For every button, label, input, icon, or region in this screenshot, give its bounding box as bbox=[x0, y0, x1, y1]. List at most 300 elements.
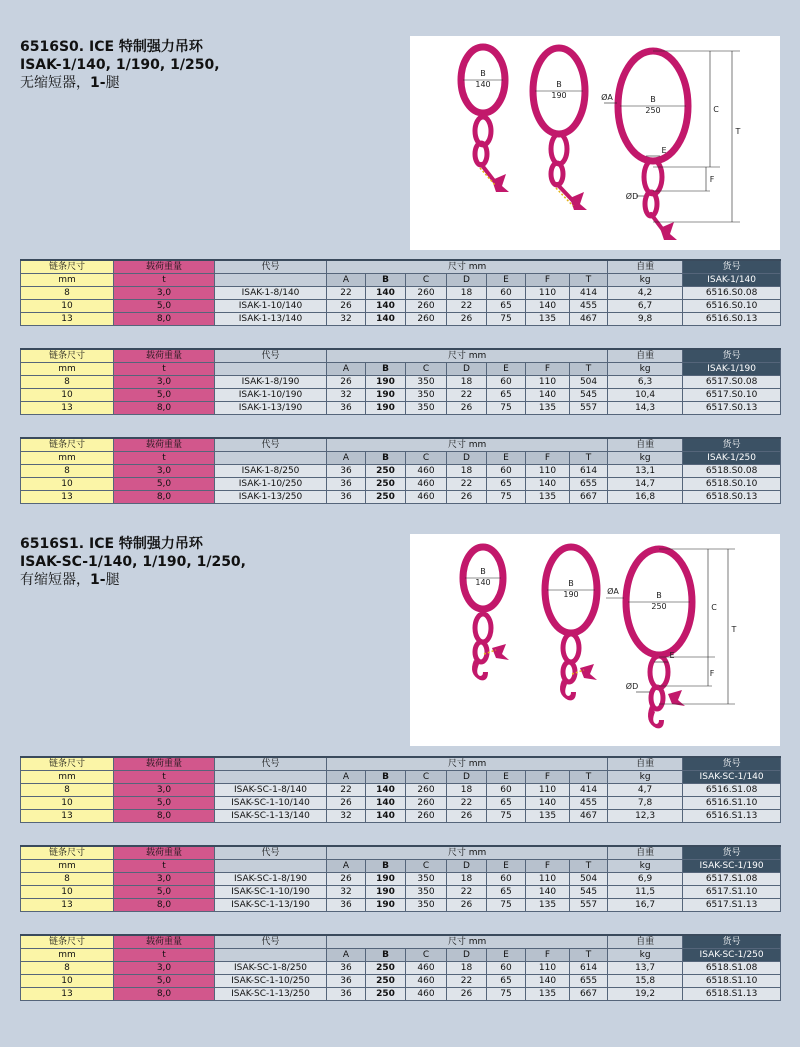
table-cell: 载荷重量 bbox=[114, 935, 215, 949]
table-cell: t bbox=[114, 771, 215, 784]
spec-table-isak-1-250 bbox=[20, 437, 781, 504]
table-cell: ISAK-SC-1-10/190 bbox=[215, 886, 327, 899]
table-cell: 135 bbox=[526, 491, 570, 504]
table-cell: F bbox=[526, 452, 570, 465]
table-cell: ISAK-SC-1-10/250 bbox=[215, 975, 327, 988]
table-cell: 6518.S0.08 bbox=[683, 465, 781, 478]
table-cell: ISAK-1-8/140 bbox=[215, 287, 327, 300]
table-cell: 自重 bbox=[608, 260, 683, 274]
table-row bbox=[21, 784, 781, 797]
table-cell: 26 bbox=[327, 873, 366, 886]
table-cell: ISAK-1-8/190 bbox=[215, 376, 327, 389]
svg-text:E: E bbox=[661, 146, 667, 155]
table-cell: 36 bbox=[327, 899, 366, 912]
table-cell: 自重 bbox=[608, 846, 683, 860]
table-cell bbox=[215, 949, 327, 962]
table-cell: 14,3 bbox=[608, 402, 683, 415]
table-cell: 代号 bbox=[215, 438, 327, 452]
table-cell: 8,0 bbox=[114, 899, 215, 912]
table-row bbox=[21, 899, 781, 912]
svg-text:T: T bbox=[735, 127, 741, 136]
table-cell: 36 bbox=[327, 402, 366, 415]
table-cell: 36 bbox=[327, 962, 366, 975]
table-cell: 190 bbox=[366, 389, 406, 402]
table-cell: 26 bbox=[447, 491, 487, 504]
table-cell: ISAK-SC-1-13/140 bbox=[215, 810, 327, 823]
table-cell: 货号 bbox=[683, 935, 781, 949]
table-cell: 135 bbox=[526, 810, 570, 823]
table-cell: ISAK-SC-1-8/250 bbox=[215, 962, 327, 975]
table-cell: 6,3 bbox=[608, 376, 683, 389]
table-cell: 载荷重量 bbox=[114, 846, 215, 860]
table-cell: 13 bbox=[21, 313, 114, 326]
table-cell: 504 bbox=[570, 873, 608, 886]
table-cell: 22 bbox=[447, 886, 487, 899]
table-cell: 货号 bbox=[683, 349, 781, 363]
table-cell: A bbox=[327, 860, 366, 873]
table-cell: E bbox=[487, 452, 526, 465]
table-cell: 4,2 bbox=[608, 287, 683, 300]
table-cell: ISAK-SC-1-8/190 bbox=[215, 873, 327, 886]
table-cell: 140 bbox=[526, 797, 570, 810]
table-cell: 190 bbox=[366, 886, 406, 899]
table-cell: 5,0 bbox=[114, 975, 215, 988]
table-cell: 655 bbox=[570, 975, 608, 988]
table-cell: 10,4 bbox=[608, 389, 683, 402]
table-cell: E bbox=[487, 274, 526, 287]
table-cell: ISAK-1/190 bbox=[683, 363, 781, 376]
table-cell: mm bbox=[21, 274, 114, 287]
spec-table-isak-1-190 bbox=[20, 348, 781, 415]
table-cell: 自重 bbox=[608, 757, 683, 771]
table-cell: 货号 bbox=[683, 260, 781, 274]
table-cell: 22 bbox=[447, 300, 487, 313]
table-cell: 140 bbox=[366, 784, 406, 797]
table-cell: 8 bbox=[21, 465, 114, 478]
table-cell bbox=[215, 771, 327, 784]
table-cell: ISAK-1/140 bbox=[683, 274, 781, 287]
table-cell: 190 bbox=[366, 376, 406, 389]
svg-text:C: C bbox=[711, 603, 717, 612]
table-cell: ISAK-1-10/140 bbox=[215, 300, 327, 313]
table-cell: 8,0 bbox=[114, 810, 215, 823]
section-heading-s0 bbox=[20, 38, 220, 92]
table-cell: 350 bbox=[406, 886, 447, 899]
table-cell: C bbox=[406, 949, 447, 962]
table-cell: 8 bbox=[21, 784, 114, 797]
table-cell: ISAK-1/250 bbox=[683, 452, 781, 465]
table-row bbox=[21, 478, 781, 491]
table-cell: 135 bbox=[526, 402, 570, 415]
spec-table-isak-1-140 bbox=[20, 259, 781, 326]
table-cell: 尺寸 mm bbox=[327, 846, 608, 860]
table-cell: 尺寸 mm bbox=[327, 757, 608, 771]
table-cell: 3,0 bbox=[114, 376, 215, 389]
table-cell: 60 bbox=[487, 962, 526, 975]
table-cell: 6517.S0.10 bbox=[683, 389, 781, 402]
table-cell: 140 bbox=[366, 810, 406, 823]
table-cell: ISAK-1-10/190 bbox=[215, 389, 327, 402]
table-cell: 3,0 bbox=[114, 873, 215, 886]
section-subtitle: 有缩短器，1-腿 bbox=[20, 572, 120, 588]
table-cell: 13 bbox=[21, 988, 114, 1001]
table-cell: 16,8 bbox=[608, 491, 683, 504]
table-cell: 75 bbox=[487, 988, 526, 1001]
table-cell: 6518.S1.08 bbox=[683, 962, 781, 975]
table-row bbox=[21, 376, 781, 389]
table-row bbox=[21, 465, 781, 478]
table-row bbox=[21, 962, 781, 975]
table-cell: mm bbox=[21, 860, 114, 873]
table-cell: 350 bbox=[406, 873, 447, 886]
table-cell: B bbox=[366, 274, 406, 287]
table-cell: t bbox=[114, 860, 215, 873]
table-cell: ISAK-1-10/250 bbox=[215, 478, 327, 491]
table-cell: 60 bbox=[487, 376, 526, 389]
table-cell: 10 bbox=[21, 975, 114, 988]
table-cell: 75 bbox=[487, 402, 526, 415]
table-cell: 6516.S0.13 bbox=[683, 313, 781, 326]
table-cell: 110 bbox=[526, 962, 570, 975]
table-cell: 18 bbox=[447, 376, 487, 389]
table-cell: 6517.S0.13 bbox=[683, 402, 781, 415]
table-cell: ISAK-SC-1-13/190 bbox=[215, 899, 327, 912]
table-cell: 350 bbox=[406, 376, 447, 389]
table-row bbox=[21, 810, 781, 823]
master-link-illustration bbox=[410, 36, 780, 250]
table-cell: 260 bbox=[406, 797, 447, 810]
table-cell: 467 bbox=[570, 313, 608, 326]
svg-text:C: C bbox=[713, 105, 719, 114]
table-cell: mm bbox=[21, 452, 114, 465]
table-cell: 26 bbox=[447, 402, 487, 415]
table-cell: 75 bbox=[487, 313, 526, 326]
table-cell bbox=[215, 274, 327, 287]
table-cell: 8 bbox=[21, 287, 114, 300]
table-cell: 26 bbox=[327, 797, 366, 810]
section-heading-s1 bbox=[20, 535, 246, 589]
table-cell: 6518.S0.10 bbox=[683, 478, 781, 491]
table-cell: 6,9 bbox=[608, 873, 683, 886]
spec-table-isak-sc-1-250 bbox=[20, 934, 781, 1001]
table-cell: 自重 bbox=[608, 935, 683, 949]
table-cell: B bbox=[366, 771, 406, 784]
table-cell: 32 bbox=[327, 810, 366, 823]
table-cell: E bbox=[487, 949, 526, 962]
svg-text:ØD: ØD bbox=[625, 682, 639, 691]
table-cell: 250 bbox=[366, 478, 406, 491]
table-cell: D bbox=[447, 363, 487, 376]
table-cell: 13 bbox=[21, 899, 114, 912]
table-cell: 6516.S0.08 bbox=[683, 287, 781, 300]
table-cell: 667 bbox=[570, 988, 608, 1001]
table-cell: 16,7 bbox=[608, 899, 683, 912]
table-cell: ISAK-SC-1-13/250 bbox=[215, 988, 327, 1001]
section-title: 6516S0. ICE 特制强力吊环 bbox=[20, 39, 203, 55]
table-cell: 36 bbox=[327, 975, 366, 988]
table-cell: 110 bbox=[526, 287, 570, 300]
table-row bbox=[21, 886, 781, 899]
svg-text:190: 190 bbox=[551, 91, 567, 100]
table-cell: 载荷重量 bbox=[114, 757, 215, 771]
table-cell: 8,0 bbox=[114, 491, 215, 504]
table-cell: 尺寸 mm bbox=[327, 349, 608, 363]
table-cell: 链条尺寸 bbox=[21, 349, 114, 363]
table-cell: 414 bbox=[570, 784, 608, 797]
table-cell: 26 bbox=[447, 313, 487, 326]
table-cell: 140 bbox=[526, 389, 570, 402]
table-cell: C bbox=[406, 771, 447, 784]
table-cell: 货号 bbox=[683, 438, 781, 452]
table-row bbox=[21, 988, 781, 1001]
table-cell: 260 bbox=[406, 810, 447, 823]
table-cell: 6516.S0.10 bbox=[683, 300, 781, 313]
table-cell bbox=[215, 363, 327, 376]
table-cell: C bbox=[406, 452, 447, 465]
table-cell: 190 bbox=[366, 402, 406, 415]
table-cell: 3,0 bbox=[114, 465, 215, 478]
svg-text:B: B bbox=[480, 567, 486, 576]
table-cell: A bbox=[327, 452, 366, 465]
table-cell: B bbox=[366, 452, 406, 465]
table-cell: 350 bbox=[406, 389, 447, 402]
table-cell: 6517.S1.10 bbox=[683, 886, 781, 899]
table-cell: 6518.S0.13 bbox=[683, 491, 781, 504]
table-cell: F bbox=[526, 860, 570, 873]
table-cell: ISAK-1-8/250 bbox=[215, 465, 327, 478]
svg-text:B: B bbox=[556, 80, 562, 89]
table-cell: kg bbox=[608, 771, 683, 784]
table-cell: B bbox=[366, 363, 406, 376]
table-cell: 22 bbox=[447, 389, 487, 402]
table-cell: 135 bbox=[526, 313, 570, 326]
table-cell: 260 bbox=[406, 287, 447, 300]
table-cell: E bbox=[487, 860, 526, 873]
svg-text:250: 250 bbox=[651, 602, 667, 611]
table-cell: 6517.S1.08 bbox=[683, 873, 781, 886]
svg-text:140: 140 bbox=[475, 80, 491, 89]
table-cell: 60 bbox=[487, 873, 526, 886]
table-cell: 467 bbox=[570, 810, 608, 823]
table-cell: 3,0 bbox=[114, 287, 215, 300]
table-cell: 60 bbox=[487, 465, 526, 478]
table-cell: ISAK-1-13/250 bbox=[215, 491, 327, 504]
table-cell: 65 bbox=[487, 300, 526, 313]
table-cell: 18 bbox=[447, 287, 487, 300]
table-cell: 140 bbox=[366, 300, 406, 313]
table-cell: 12,3 bbox=[608, 810, 683, 823]
table-cell: 6516.S1.08 bbox=[683, 784, 781, 797]
table-cell: 5,0 bbox=[114, 389, 215, 402]
svg-text:F: F bbox=[709, 669, 715, 678]
table-cell: 代号 bbox=[215, 935, 327, 949]
table-cell: 链条尺寸 bbox=[21, 846, 114, 860]
table-cell: 18 bbox=[447, 873, 487, 886]
table-cell: 250 bbox=[366, 491, 406, 504]
table-cell: 504 bbox=[570, 376, 608, 389]
table-cell: 13 bbox=[21, 810, 114, 823]
svg-text:140: 140 bbox=[475, 578, 491, 587]
table-cell: kg bbox=[608, 274, 683, 287]
table-cell: 6,7 bbox=[608, 300, 683, 313]
table-cell: 460 bbox=[406, 491, 447, 504]
table-cell: 614 bbox=[570, 465, 608, 478]
table-cell: 557 bbox=[570, 402, 608, 415]
table-cell: mm bbox=[21, 771, 114, 784]
table-cell: 自重 bbox=[608, 349, 683, 363]
table-cell: A bbox=[327, 949, 366, 962]
table-cell: 6517.S1.13 bbox=[683, 899, 781, 912]
table-cell: 8 bbox=[21, 376, 114, 389]
table-cell: 10 bbox=[21, 797, 114, 810]
table-cell: 60 bbox=[487, 287, 526, 300]
table-cell: 110 bbox=[526, 784, 570, 797]
section-models: ISAK-SC-1/140, 1/190, 1/250, bbox=[20, 554, 246, 570]
table-cell: 代号 bbox=[215, 846, 327, 860]
table-cell: C bbox=[406, 274, 447, 287]
table-cell: 7,8 bbox=[608, 797, 683, 810]
table-cell: 32 bbox=[327, 886, 366, 899]
table-row bbox=[21, 402, 781, 415]
table-cell: 250 bbox=[366, 988, 406, 1001]
table-cell: 260 bbox=[406, 784, 447, 797]
table-cell: 460 bbox=[406, 478, 447, 491]
table-cell: D bbox=[447, 771, 487, 784]
table-row bbox=[21, 975, 781, 988]
table-cell: 110 bbox=[526, 465, 570, 478]
table-cell: ISAK-SC-1/140 bbox=[683, 771, 781, 784]
table-cell: 货号 bbox=[683, 757, 781, 771]
table-row bbox=[21, 873, 781, 886]
table-cell: t bbox=[114, 949, 215, 962]
table-cell: 链条尺寸 bbox=[21, 260, 114, 274]
table-cell: 455 bbox=[570, 300, 608, 313]
table-cell: 140 bbox=[366, 797, 406, 810]
table-cell: kg bbox=[608, 363, 683, 376]
table-cell: 190 bbox=[366, 899, 406, 912]
table-cell: 9,8 bbox=[608, 313, 683, 326]
table-cell: 载荷重量 bbox=[114, 260, 215, 274]
table-cell: A bbox=[327, 274, 366, 287]
table-cell: D bbox=[447, 274, 487, 287]
table-cell: 10 bbox=[21, 886, 114, 899]
table-cell: F bbox=[526, 274, 570, 287]
section-models: ISAK-1/140, 1/190, 1/250, bbox=[20, 57, 220, 73]
table-cell: D bbox=[447, 949, 487, 962]
table-cell: 460 bbox=[406, 988, 447, 1001]
table-cell: 载荷重量 bbox=[114, 349, 215, 363]
table-cell: ISAK-1-13/140 bbox=[215, 313, 327, 326]
table-cell: 75 bbox=[487, 899, 526, 912]
table-cell: 3,0 bbox=[114, 784, 215, 797]
svg-text:B: B bbox=[568, 579, 574, 588]
table-cell: 22 bbox=[327, 784, 366, 797]
table-cell: 10 bbox=[21, 389, 114, 402]
table-cell: 26 bbox=[327, 300, 366, 313]
table-cell: 75 bbox=[487, 810, 526, 823]
table-cell: 460 bbox=[406, 962, 447, 975]
table-cell: 5,0 bbox=[114, 300, 215, 313]
table-cell bbox=[215, 452, 327, 465]
table-cell: 190 bbox=[366, 873, 406, 886]
svg-text:E: E bbox=[669, 651, 675, 660]
svg-text:ØA: ØA bbox=[607, 587, 619, 596]
table-cell: 15,8 bbox=[608, 975, 683, 988]
table-cell: 22 bbox=[447, 797, 487, 810]
table-cell: mm bbox=[21, 949, 114, 962]
table-cell: 36 bbox=[327, 465, 366, 478]
table-cell: ISAK-1-13/190 bbox=[215, 402, 327, 415]
table-row bbox=[21, 300, 781, 313]
table-cell: 260 bbox=[406, 313, 447, 326]
table-cell: E bbox=[487, 363, 526, 376]
table-cell: 140 bbox=[526, 975, 570, 988]
table-cell: kg bbox=[608, 860, 683, 873]
table-cell: F bbox=[526, 363, 570, 376]
table-row bbox=[21, 389, 781, 402]
table-cell: C bbox=[406, 860, 447, 873]
table-cell: 250 bbox=[366, 962, 406, 975]
table-cell bbox=[215, 860, 327, 873]
table-cell: T bbox=[570, 274, 608, 287]
section-subtitle: 无缩短器，1-腿 bbox=[20, 75, 120, 91]
table-cell: 链条尺寸 bbox=[21, 757, 114, 771]
table-cell: 414 bbox=[570, 287, 608, 300]
table-cell: 尺寸 mm bbox=[327, 935, 608, 949]
table-cell: 5,0 bbox=[114, 797, 215, 810]
table-cell: 14,7 bbox=[608, 478, 683, 491]
table-cell: 自重 bbox=[608, 438, 683, 452]
table-cell: 8 bbox=[21, 962, 114, 975]
table-cell: 545 bbox=[570, 886, 608, 899]
table-cell: t bbox=[114, 363, 215, 376]
table-cell: 32 bbox=[327, 313, 366, 326]
svg-text:B: B bbox=[650, 95, 656, 104]
table-cell: kg bbox=[608, 949, 683, 962]
section-title: 6516S1. ICE 特制强力吊环 bbox=[20, 536, 203, 552]
table-cell: 26 bbox=[447, 899, 487, 912]
master-link-shortener-illustration bbox=[410, 534, 780, 746]
table-cell: 110 bbox=[526, 873, 570, 886]
table-cell: A bbox=[327, 363, 366, 376]
table-cell: 19,2 bbox=[608, 988, 683, 1001]
table-cell: T bbox=[570, 771, 608, 784]
table-cell: 6516.S1.10 bbox=[683, 797, 781, 810]
table-cell: 代号 bbox=[215, 757, 327, 771]
spec-table-isak-sc-1-140 bbox=[20, 756, 781, 823]
table-cell: 10 bbox=[21, 300, 114, 313]
table-cell: D bbox=[447, 860, 487, 873]
table-cell: T bbox=[570, 860, 608, 873]
table-cell: 65 bbox=[487, 478, 526, 491]
table-cell: 455 bbox=[570, 797, 608, 810]
table-cell: 655 bbox=[570, 478, 608, 491]
table-cell: 26 bbox=[447, 988, 487, 1001]
table-cell: 8,0 bbox=[114, 402, 215, 415]
table-cell: 260 bbox=[406, 300, 447, 313]
product-figure-s0 bbox=[410, 36, 780, 250]
table-cell: T bbox=[570, 452, 608, 465]
table-cell: 460 bbox=[406, 975, 447, 988]
table-cell: 36 bbox=[327, 491, 366, 504]
table-row bbox=[21, 491, 781, 504]
table-cell: 250 bbox=[366, 975, 406, 988]
table-cell: 代号 bbox=[215, 349, 327, 363]
table-cell: 140 bbox=[526, 478, 570, 491]
table-cell: 65 bbox=[487, 886, 526, 899]
table-cell: ISAK-SC-1/190 bbox=[683, 860, 781, 873]
svg-text:T: T bbox=[731, 625, 737, 634]
